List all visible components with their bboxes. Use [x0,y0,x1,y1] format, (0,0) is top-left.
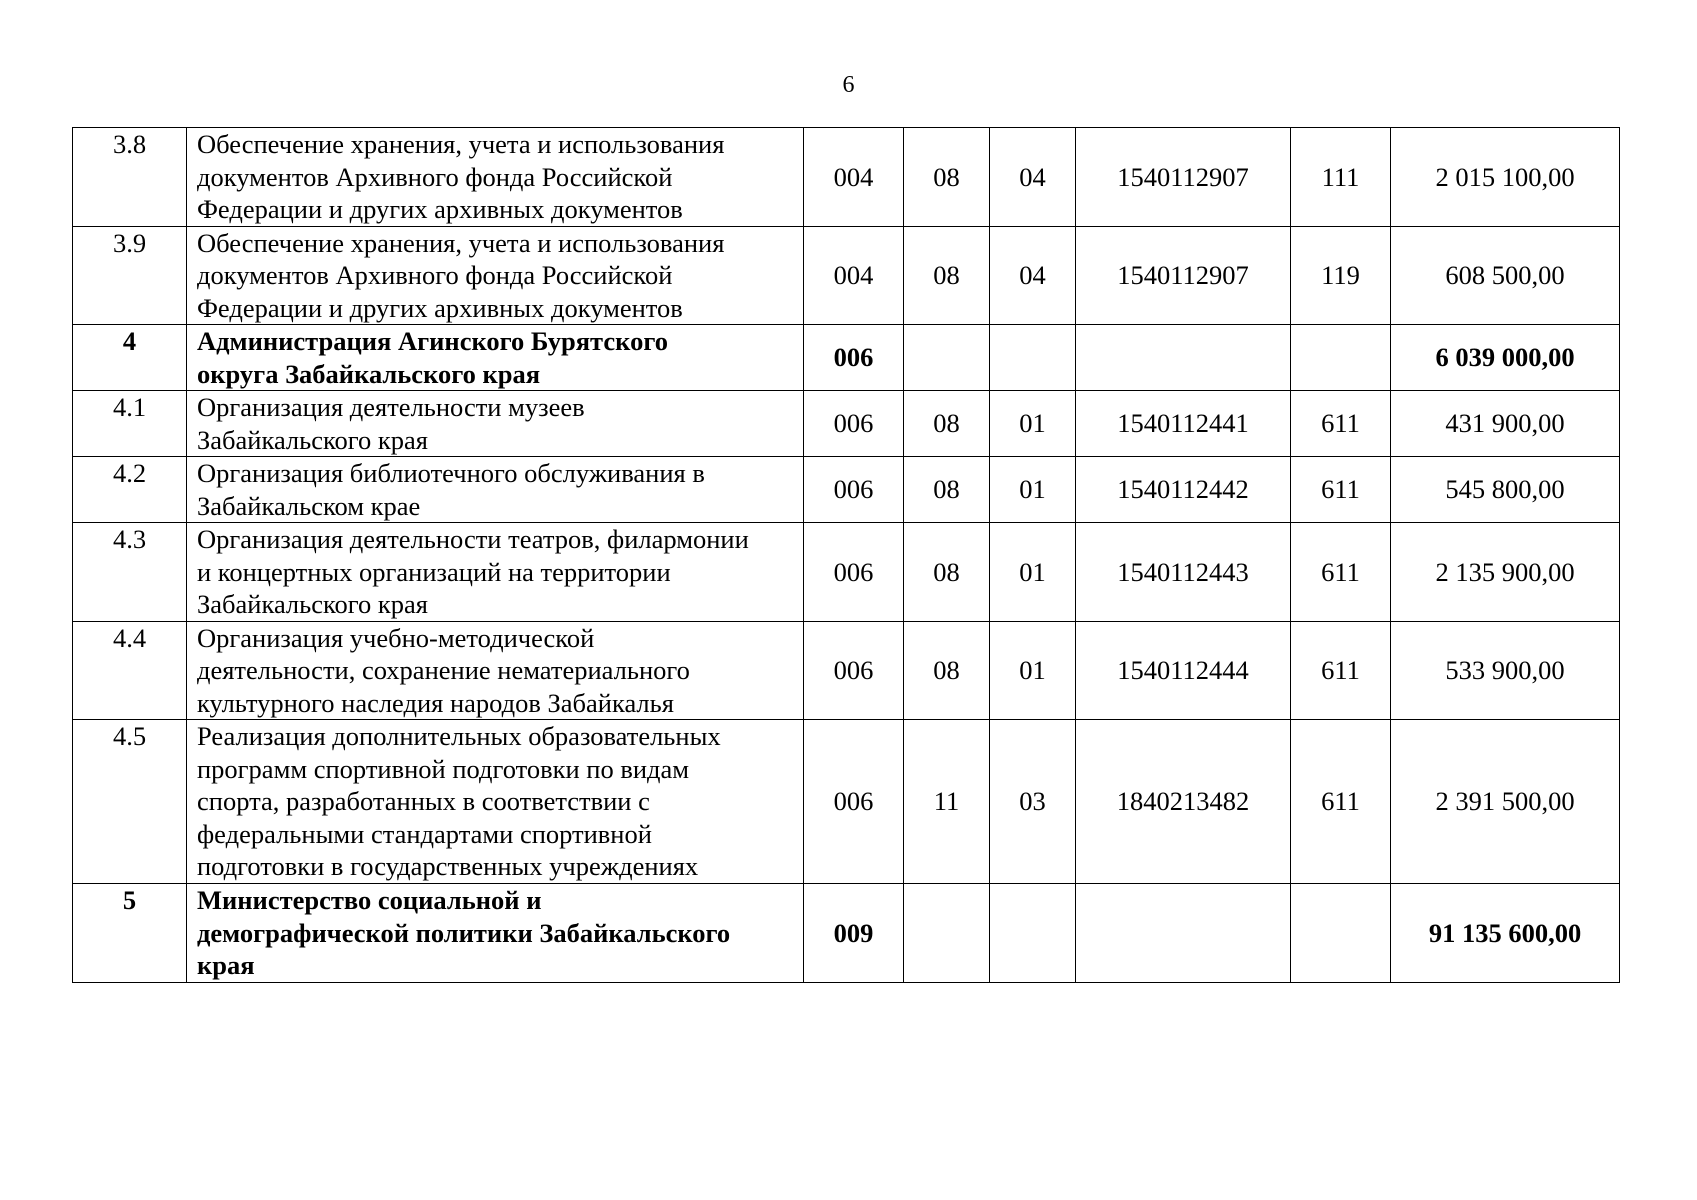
amount: 6 039 000,00 [1391,325,1620,391]
amount: 431 900,00 [1391,391,1620,457]
row-name-line: Организация библиотечного обслуживания в [197,458,705,488]
row-number: 5 [73,884,187,983]
expense-type-code: 611 [1291,457,1391,523]
row-number: 4 [73,325,187,391]
row-name-line: Организация деятельности музеев [197,392,585,422]
row-name-line: программ спортивной подготовки по видам [197,753,690,784]
section-code [904,884,990,983]
amount: 2 015 100,00 [1391,128,1620,227]
row-name-line: федеральными стандартами спортивной [197,818,652,849]
row-name-line: Министерство социальной и [197,885,542,915]
target-article-code: 1540112907 [1076,226,1291,325]
row-number: 4.3 [73,523,187,622]
target-article-code: 1540112444 [1076,621,1291,720]
row-name [187,720,804,884]
table-row [73,325,1620,391]
expense-type-code [1291,884,1391,983]
grbs-code: 006 [804,325,904,391]
table-row [73,128,1620,227]
target-article-code: 1540112441 [1076,391,1291,457]
subsection-code: 01 [990,457,1076,523]
page-number: 6 [842,72,855,98]
table-row [73,523,1620,622]
row-name [187,621,804,720]
subsection-code: 01 [990,523,1076,622]
row-name [187,325,804,391]
row-name-line: документов Архивного фонда Российской [197,260,673,290]
table-row [73,720,1620,884]
target-article-code: 1540112443 [1076,523,1291,622]
grbs-code: 004 [804,128,904,227]
row-number: 4.2 [73,457,187,523]
row-number: 4.1 [73,391,187,457]
expense-type-code: 611 [1291,720,1391,884]
grbs-code: 006 [804,621,904,720]
amount: 608 500,00 [1391,226,1620,325]
row-name-line: Федерации и других архивных документов [197,292,683,323]
row-name-line: Забайкальского края [197,424,428,455]
section-code: 11 [904,720,990,884]
row-name [187,128,804,227]
row-name-line: Обеспечение хранения, учета и использования [197,129,725,159]
subsection-code [990,884,1076,983]
row-name [187,226,804,325]
table-row [73,226,1620,325]
row-number: 3.8 [73,128,187,227]
row-name-line: Забайкальском крае [197,490,421,521]
section-code: 08 [904,457,990,523]
row-name-line: Обеспечение хранения, учета и использования [197,227,725,258]
expense-type-code: 111 [1291,128,1391,227]
row-number: 4.5 [73,720,187,884]
target-article-code [1076,884,1291,983]
subsection-code: 03 [990,720,1076,884]
expense-type-code: 611 [1291,523,1391,622]
row-name-line: спорта, разработанных в соответствии с [197,786,650,816]
expense-type-code: 611 [1291,621,1391,720]
grbs-code: 009 [804,884,904,983]
row-number: 3.9 [73,226,187,325]
table-row [73,621,1620,720]
amount: 545 800,00 [1391,457,1620,523]
target-article-code: 1540112442 [1076,457,1291,523]
row-name-line: демографической политики Забайкальского [197,917,731,948]
section-code: 08 [904,128,990,227]
row-name-line: Реализация дополнительных образовательных [197,721,721,751]
row-name-line: подготовки в государственных учреждениях [197,851,699,881]
table-row [73,884,1620,983]
row-name-line: Администрация Агинского Бурятского [197,326,668,356]
row-name-line: округа Забайкальского края [197,358,541,389]
budget-table [72,127,1620,983]
row-name [187,523,804,622]
section-code: 08 [904,621,990,720]
grbs-code: 006 [804,720,904,884]
grbs-code: 006 [804,457,904,523]
row-name [187,457,804,523]
row-name-line: Забайкальского края [197,589,428,619]
subsection-code: 01 [990,621,1076,720]
section-code [904,325,990,391]
amount: 2 135 900,00 [1391,523,1620,622]
amount: 91 135 600,00 [1391,884,1620,983]
section-code: 08 [904,523,990,622]
row-name-line: и концертных организаций на территории [197,556,671,587]
row-name [187,884,804,983]
table-row [73,457,1620,523]
subsection-code [990,325,1076,391]
subsection-code: 01 [990,391,1076,457]
table-body [73,128,1620,983]
grbs-code: 004 [804,226,904,325]
amount: 533 900,00 [1391,621,1620,720]
row-name-line: края [197,950,255,980]
grbs-code: 006 [804,391,904,457]
section-code: 08 [904,391,990,457]
amount: 2 391 500,00 [1391,720,1620,884]
row-name-line: Федерации и других архивных документов [197,194,683,224]
row-name-line: деятельности, сохранение нематериального [197,655,690,685]
expense-type-code [1291,325,1391,391]
row-number: 4.4 [73,621,187,720]
expense-type-code: 119 [1291,226,1391,325]
row-name-line: культурного наследия народов Забайкалья [197,687,674,718]
section-code: 08 [904,226,990,325]
target-article-code: 1840213482 [1076,720,1291,884]
expense-type-code: 611 [1291,391,1391,457]
table-row [73,391,1620,457]
grbs-code: 006 [804,523,904,622]
target-article-code: 1540112907 [1076,128,1291,227]
subsection-code: 04 [990,128,1076,227]
subsection-code: 04 [990,226,1076,325]
row-name-line: Организация учебно-методической [197,622,595,653]
row-name [187,391,804,457]
row-name-line: документов Архивного фонда Российской [197,161,673,192]
row-name-line: Организация деятельности театров, филармонии [197,524,749,554]
target-article-code [1076,325,1291,391]
